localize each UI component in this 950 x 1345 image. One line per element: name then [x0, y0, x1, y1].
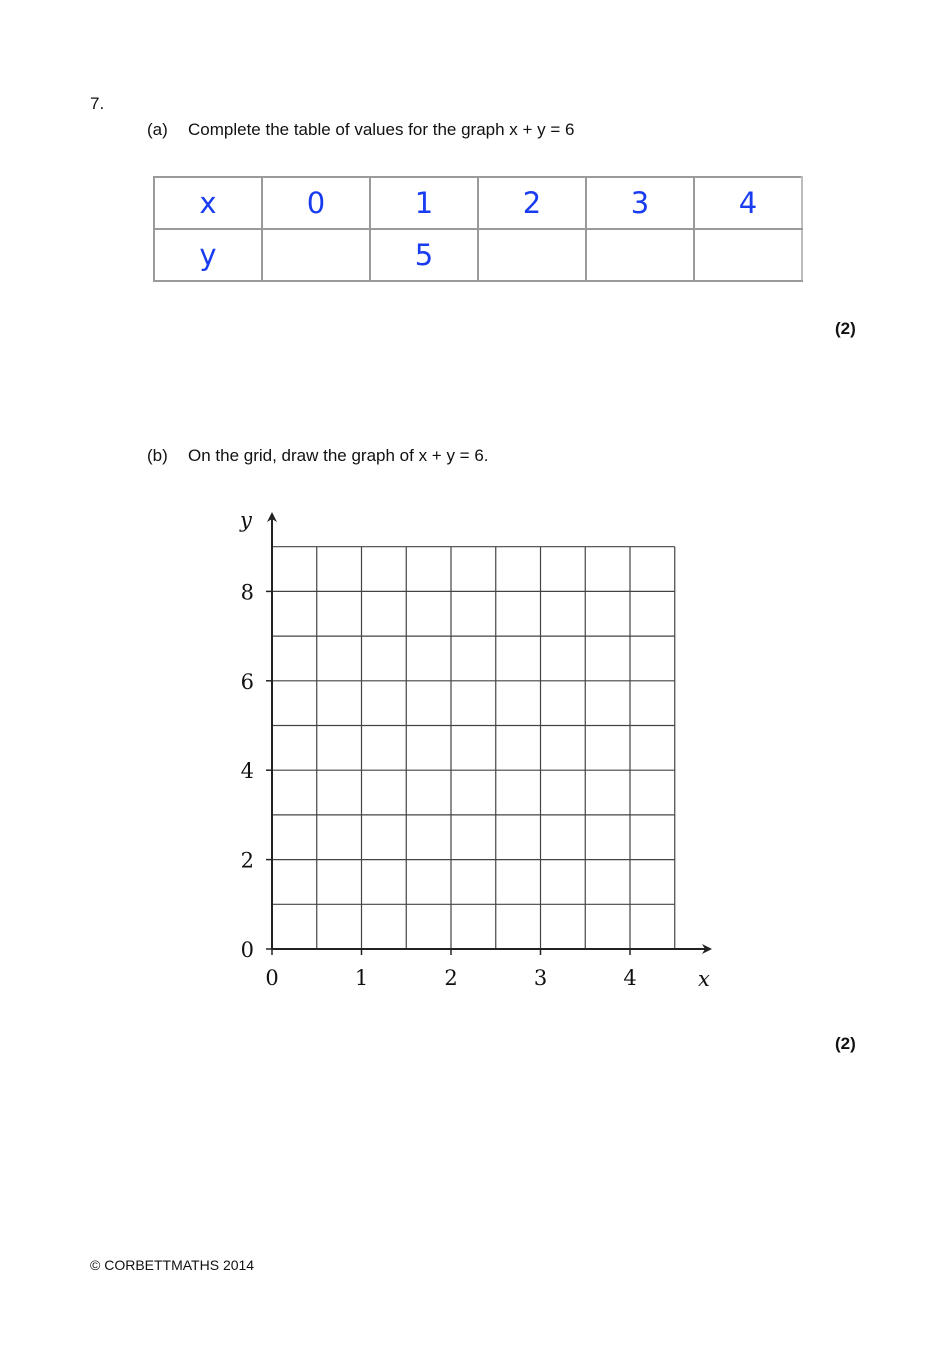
x-tick-label: 4: [623, 966, 637, 990]
table-cell[interactable]: 1: [370, 177, 478, 229]
part-b-marks: (2): [835, 1034, 856, 1053]
table-cell[interactable]: 4: [694, 177, 802, 229]
part-a-marks: (2): [835, 319, 856, 338]
table-row-x: [154, 177, 802, 229]
y-tick-label: 6: [240, 669, 254, 694]
part-b-label: (b): [147, 446, 168, 465]
copyright-footer: © CORBETTMATHS 2014: [90, 1257, 255, 1273]
y-axis-label: y: [240, 508, 252, 532]
x-tick-label: 3: [533, 966, 548, 990]
table-cell[interactable]: 3: [586, 177, 694, 229]
x-tick-label: 0: [265, 966, 279, 990]
table-cell: y: [154, 229, 262, 281]
part-b-text: On the grid, draw the graph of x + y = 6.: [188, 446, 489, 465]
coordinate-grid[interactable]: [220, 500, 720, 1000]
table-cell[interactable]: 5: [370, 229, 478, 281]
table-cell[interactable]: 0: [262, 177, 370, 229]
axis-ticks: [241, 580, 637, 990]
table-cell: x: [154, 177, 262, 229]
x-tick-label: 1: [354, 966, 369, 990]
table-cell[interactable]: 2: [478, 177, 586, 229]
grid-lines: [272, 547, 675, 949]
question-number: 7.: [90, 94, 105, 113]
table-cell[interactable]: [694, 229, 802, 281]
table-row-y: [154, 229, 802, 281]
table-cell[interactable]: [478, 229, 586, 281]
y-tick-label: 0: [240, 938, 254, 962]
y-tick-label: 4: [240, 759, 254, 784]
values-table: [153, 176, 803, 282]
x-tick-label: 2: [444, 966, 458, 990]
y-tick-label: 2: [240, 848, 254, 873]
part-a-label: (a): [147, 120, 168, 139]
part-a-text: Complete the table of values for the graph x + y = 6: [188, 120, 575, 139]
table-cell[interactable]: [262, 229, 370, 281]
x-axis-label: x: [698, 967, 710, 991]
y-tick-label: 8: [240, 580, 254, 605]
table-cell[interactable]: [586, 229, 694, 281]
